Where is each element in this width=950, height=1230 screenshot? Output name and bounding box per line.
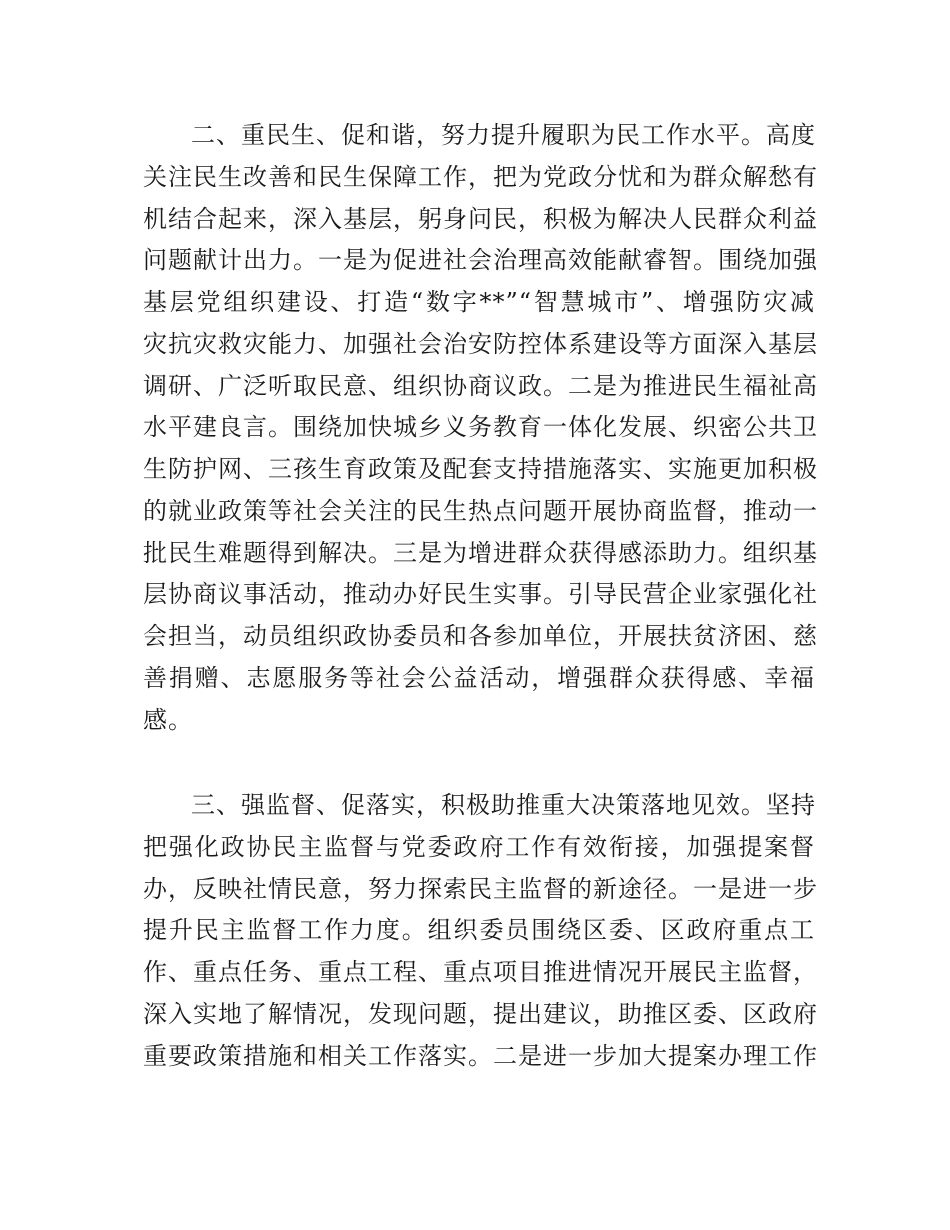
paragraph-line: 关注民生改善和民生保障工作，把为党政分忧和为群众解愁有 [143,162,818,191]
paragraph-line: 基层党组织建设、打造“数字**”“智慧城市”、增强防灾减 [143,288,815,316]
paragraph-line: 的就业政策等社会关注的民生热点问题开展协商监督，推动一 [143,496,818,525]
paragraph-line: 办，反映社情民意，努力探索民主监督的新途径。一是进一步 [143,874,818,903]
paragraph-line: 层协商议事活动，推动办好民生实事。引导民营企业家强化社 [143,580,818,609]
paragraph-line: 水平建良言。围绕加快城乡义务教育一体化发展、织密公共卫 [143,413,818,442]
paragraph-line: 批民生难题得到解决。三是为增进群众获得感添助力。组织基 [143,538,818,567]
paragraph-line: 调研、广泛听取民意、组织协商议政。二是为推进民生福祉高 [143,371,818,400]
paragraph-line: 提升民主监督工作力度。组织委员围绕区委、区政府重点工 [143,916,815,945]
paragraph-line: 会担当，动员组织政协委员和各参加单位，开展扶贫济困、慈 [143,622,818,650]
paragraph-line: 感。 [143,705,193,734]
paragraph-line: 深入实地了解情况，发现问题，提出建议，助推区委、区政府 [143,999,818,1028]
paragraph-livelihood [143,115,818,741]
paragraph-line: 生防护网、三孩生育政策及配套支持措施落实、实施更加积极 [143,455,818,483]
paragraph-line: 善捐赠、志愿服务等社会公益活动，增强群众获得感、幸福 [143,663,815,692]
paragraph-line: 机结合起来，深入基层，躬身问民，积极为解决人民群众利益 [143,204,818,233]
paragraph-line: 把强化政协民主监督与党委政府工作有效衔接，加强提案督 [143,832,815,861]
paragraph-line: 三、强监督、促落实，积极助推重大决策落地见效。坚持 [191,791,816,819]
paragraph-line: 问题献计出力。一是为促进社会治理高效能献睿智。围绕加强 [143,246,818,275]
paragraph-line: 作、重点任务、重点工程、重点项目推进情况开展民主监督， [143,958,818,986]
paragraph-supervision [143,785,818,1077]
paragraph-line: 重要政策措施和相关工作落实。二是进一步加大提案办理工作 [143,1041,818,1070]
paragraph-line: 二、重民生、促和谐，努力提升履职为民工作水平。高度 [191,121,816,149]
paragraph-line: 灾抗灾救灾能力、加强社会治安防控体系建设等方面深入基层 [143,329,818,358]
